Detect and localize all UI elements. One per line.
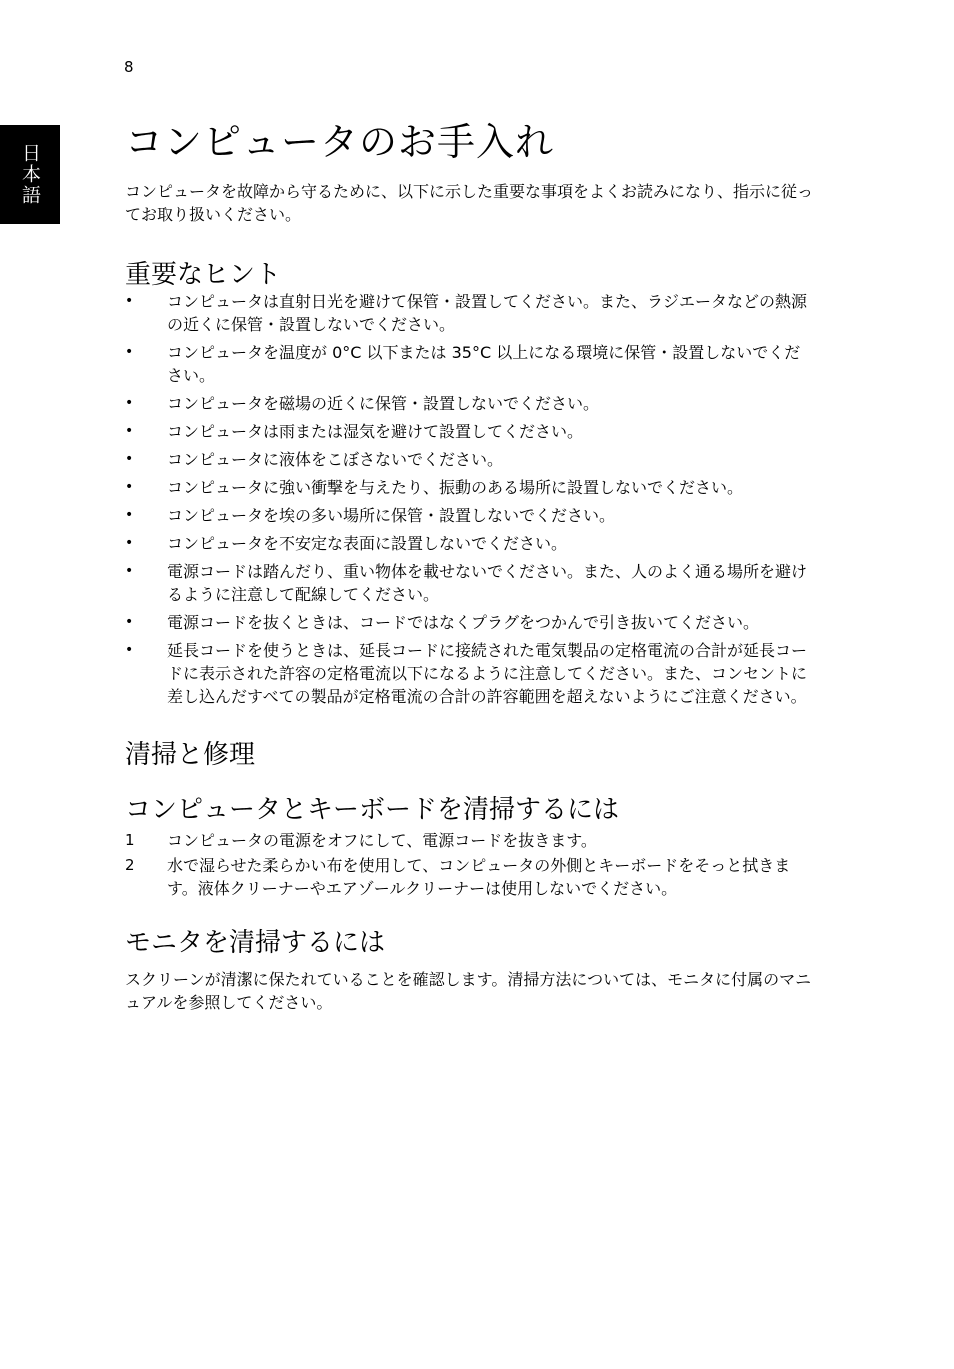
list-item-text: コンピュータは雨または湿気を避けて設置してください。 xyxy=(167,422,584,441)
bullet-marker: • xyxy=(125,563,134,579)
cleaning-heading: 清掃と修理 xyxy=(125,740,256,770)
step-number: 2 xyxy=(125,856,135,874)
list-item xyxy=(125,611,815,634)
step-item xyxy=(125,854,815,900)
bullet-marker: • xyxy=(125,479,134,495)
bullet-marker: • xyxy=(125,423,134,439)
list-item xyxy=(125,290,815,336)
step-text: コンピュータの電源をオフにして、電源コードを抜きます。 xyxy=(167,831,597,850)
bullet-marker: • xyxy=(125,642,134,658)
bullet-marker: • xyxy=(125,293,134,309)
page-number: 8 xyxy=(124,58,134,76)
step-number: 1 xyxy=(125,831,135,849)
list-item-text: コンピュータに液体をこぼさないでください。 xyxy=(167,450,504,469)
list-item xyxy=(125,420,815,443)
list-item xyxy=(125,532,815,555)
list-item-text: コンピュータを不安定な表面に設置しないでください。 xyxy=(167,534,568,553)
list-item-text: コンピュータを磁場の近くに保管・設置しないでください。 xyxy=(167,394,600,413)
list-item-text: コンピュータは直射日光を避けて保管・設置してください。また、ラジエータなどの熱源の近くに保管・設置しないでください。 xyxy=(167,292,808,334)
tips-list xyxy=(125,290,815,708)
list-item-text: 延長コードを使うときは、延長コードに接続された電気製品の定格電流の合計が延長コードに表示された許容の定格電流以下になるように注意してください。また、コンセントに差し込んだすべての製品が定格電流の合計の許容範囲を超えないようにご注意ください。 xyxy=(167,641,808,706)
bullet-marker: • xyxy=(125,395,134,411)
list-item xyxy=(125,476,815,499)
bullet-marker: • xyxy=(125,614,134,630)
monitor-cleaning-text: スクリーンが清潔に保たれていることを確認します。清掃方法については、モニタに付属のマニュアルを参照してください。 xyxy=(125,970,812,1012)
pc-cleaning-heading: コンピュータとキーボードを清掃するには xyxy=(125,795,620,825)
list-item xyxy=(125,639,815,708)
list-item-text: コンピュータを埃の多い場所に保管・設置しないでください。 xyxy=(167,506,616,525)
list-item xyxy=(125,341,815,387)
bullet-marker: • xyxy=(125,344,134,360)
steps-list xyxy=(125,829,815,900)
list-item-text: 電源コードは踏んだり、重い物体を載せないでください。また、人のよく通る場所を避けるように注意して配線してください。 xyxy=(167,562,808,604)
bullet-marker: • xyxy=(125,507,134,523)
bullet-marker: • xyxy=(125,451,134,467)
intro-paragraph: コンピュータを故障から守るために、以下に示した重要な事項をよくお読みになり、指示に従ってお取り扱いください。 xyxy=(125,182,814,224)
page-title: コンピュータのお手入れ xyxy=(125,120,555,164)
page-content xyxy=(125,118,815,1014)
monitor-cleaning-heading: モニタを清掃するには xyxy=(125,928,386,958)
list-item xyxy=(125,448,815,471)
bullet-marker: • xyxy=(125,535,134,551)
list-item-text: 電源コードを抜くときは、コードではなくプラグをつかんで引き抜いてください。 xyxy=(167,613,760,632)
step-item xyxy=(125,829,815,852)
list-item xyxy=(125,504,815,527)
list-item-text: コンピュータに強い衝撃を与えたり、振動のある場所に設置しないでください。 xyxy=(167,478,744,497)
list-item-text: コンピュータを温度が 0°C 以下または 35°C 以上になる環境に保管・設置しないでください。 xyxy=(167,343,801,385)
list-item xyxy=(125,392,815,415)
language-tab-label: 日本語 xyxy=(19,143,41,206)
step-text: 水で湿らせた柔らかい布を使用して、コンピュータの外側とキーボードをそっと拭きます。液体クリーナーやエアゾールクリーナーは使用しないでください。 xyxy=(167,856,791,898)
list-item xyxy=(125,560,815,606)
language-tab xyxy=(0,125,60,224)
tips-heading: 重要なヒント xyxy=(125,260,282,290)
